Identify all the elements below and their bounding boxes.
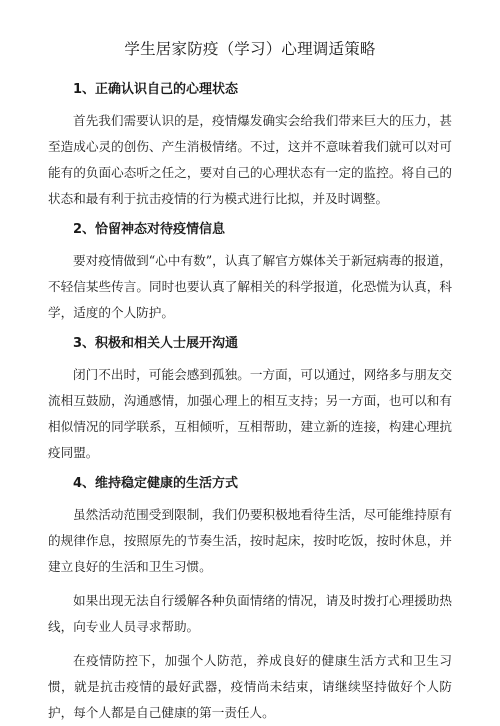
section-heading: 2、恰留神态对待疫情信息: [73, 222, 226, 237]
section-paragraph: 在疫情防控下，加强个人防范，养成良好的健康生活方式和卫生习惯，就是抗击疫情的最好武器，疫情尚未结束，请继续坚持做好个人防护，每个人都是自己健康的第一责任人。: [48, 653, 452, 720]
section-paragraph: 虽然活动范围受到限制，我们仍要积极地看待生活，尽可能维持原有的规律作息，按照原先的节奏生活，按时起床，按时吃饭，按时休息，并建立良好的生活和卫生习惯。: [48, 507, 452, 574]
section-heading: 3、积极和相关人士展开沟通: [73, 336, 239, 351]
section-3: [48, 334, 452, 466]
section-2: [48, 220, 452, 326]
section-paragraph: 首先我们需要认识的是，疫情爆发确实会给我们带来巨大的压力，甚至造成心灵的创伤、产生消极情绪。不过，这并不意味着我们就可以对可能有的负面心态听之任之，要对自己的心理状态有一定的监控。将自己的状态和最有利于抗击疫情的行为模式进行比拟，并及时调整。: [48, 113, 452, 206]
section-1: [48, 80, 452, 212]
section-paragraph: 如果出现无法自行缓解各种负面情绪的情况，请及时拨打心理援助热线，向专业人员寻求帮助。: [48, 593, 452, 634]
section-paragraph: 闭门不出时，可能会感到孤独。一方面，可以通过，网络多与朋友交流相互鼓励，沟通感情，加强心理上的相互支持；另一方面，也可以和有相似情况的同学联系，互相倾听，互相帮助，建立新的连接，构建心理抗疫同盟。: [48, 367, 452, 460]
section-4: [48, 474, 452, 726]
section-heading: 4、维持稳定健康的生活方式: [73, 476, 239, 491]
section-heading: 1、正确认识自己的心理状态: [73, 82, 239, 97]
section-paragraph: 要对疫情做到“心中有数”，认真了解官方媒体关于新冠病毒的报道，不轻信某些传言。同时也要认真了解相关的科学报道，化恐慌为认真，科学，适度的个人防护。: [48, 253, 452, 320]
document-title: 学生居家防疫（学习）心理调适策略: [124, 40, 376, 58]
